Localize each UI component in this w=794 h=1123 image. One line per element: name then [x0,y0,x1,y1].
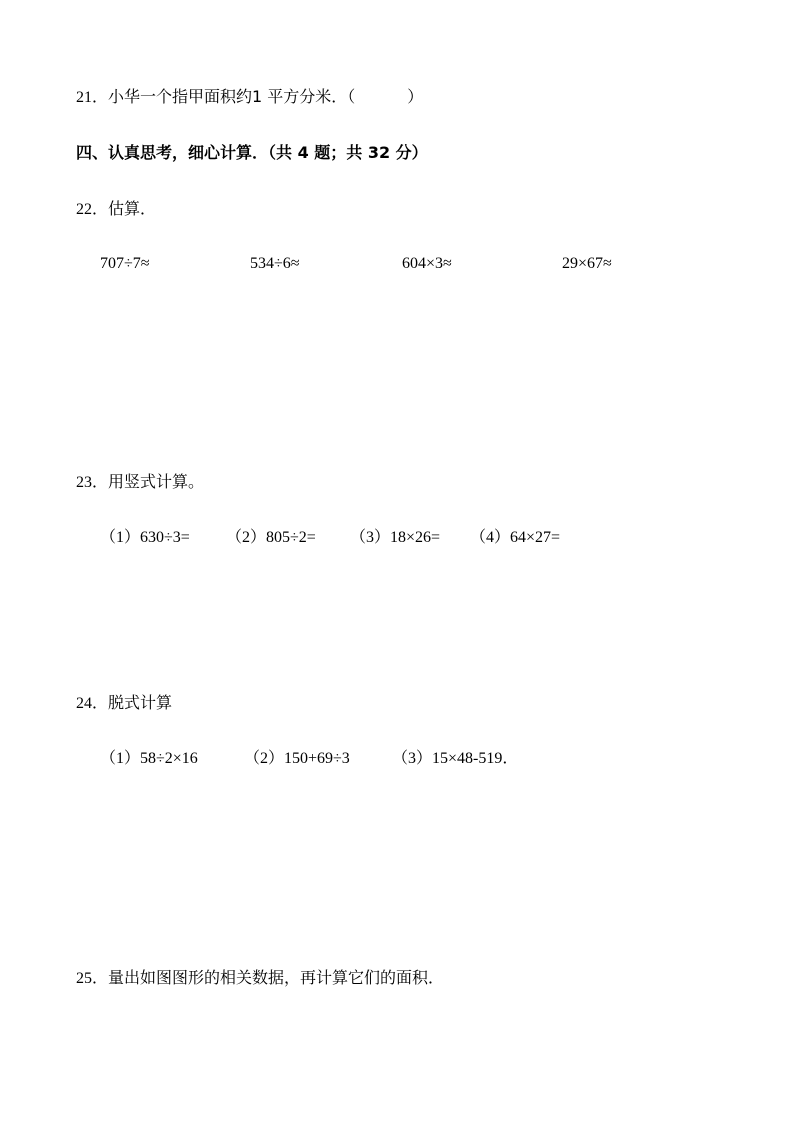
question-number: 22． [76,201,109,218]
estimate-item: 707÷7≈ [100,255,150,272]
question-title: 脱式计算 [108,693,173,712]
question-25 [76,968,444,989]
step-calc-item: （1）58÷2×16 [100,750,198,767]
question-number: 24． [76,695,109,712]
estimate-item: 604×3≈ [402,255,452,272]
question-title: 用竖式计算。 [108,472,205,491]
question-title: 量出如图图形的相关数据，再计算它们的面积． [108,968,445,987]
question-24 [76,693,172,714]
step-calc-item: （2）150+69÷3 [244,750,350,767]
question-number: 25． [76,970,109,987]
question-21 [76,87,423,108]
question-title: 估算． [108,199,157,218]
question-22 [76,199,156,220]
section-heading [76,143,428,163]
vertical-calc-item: （4）64×27= [470,529,561,546]
question-text: 小华一个指甲面积约1 平方分米．（ [108,87,356,106]
step-calc-item: （3）15×48-519． [392,750,519,767]
question-number: 21． [76,89,109,106]
vertical-calc-item: （3）18×26= [350,529,441,546]
paren-close: ） [407,87,424,106]
question-23 [76,472,204,493]
question-number: 23． [76,474,109,491]
vertical-calc-item: （2）805÷2= [226,529,316,546]
section-title: 四、认真思考，细心计算．（共 4 题；共 32 分） [76,143,428,162]
vertical-calc-item: （1）630÷3= [100,529,190,546]
estimate-item: 29×67≈ [562,255,612,272]
estimate-item: 534÷6≈ [250,255,300,272]
